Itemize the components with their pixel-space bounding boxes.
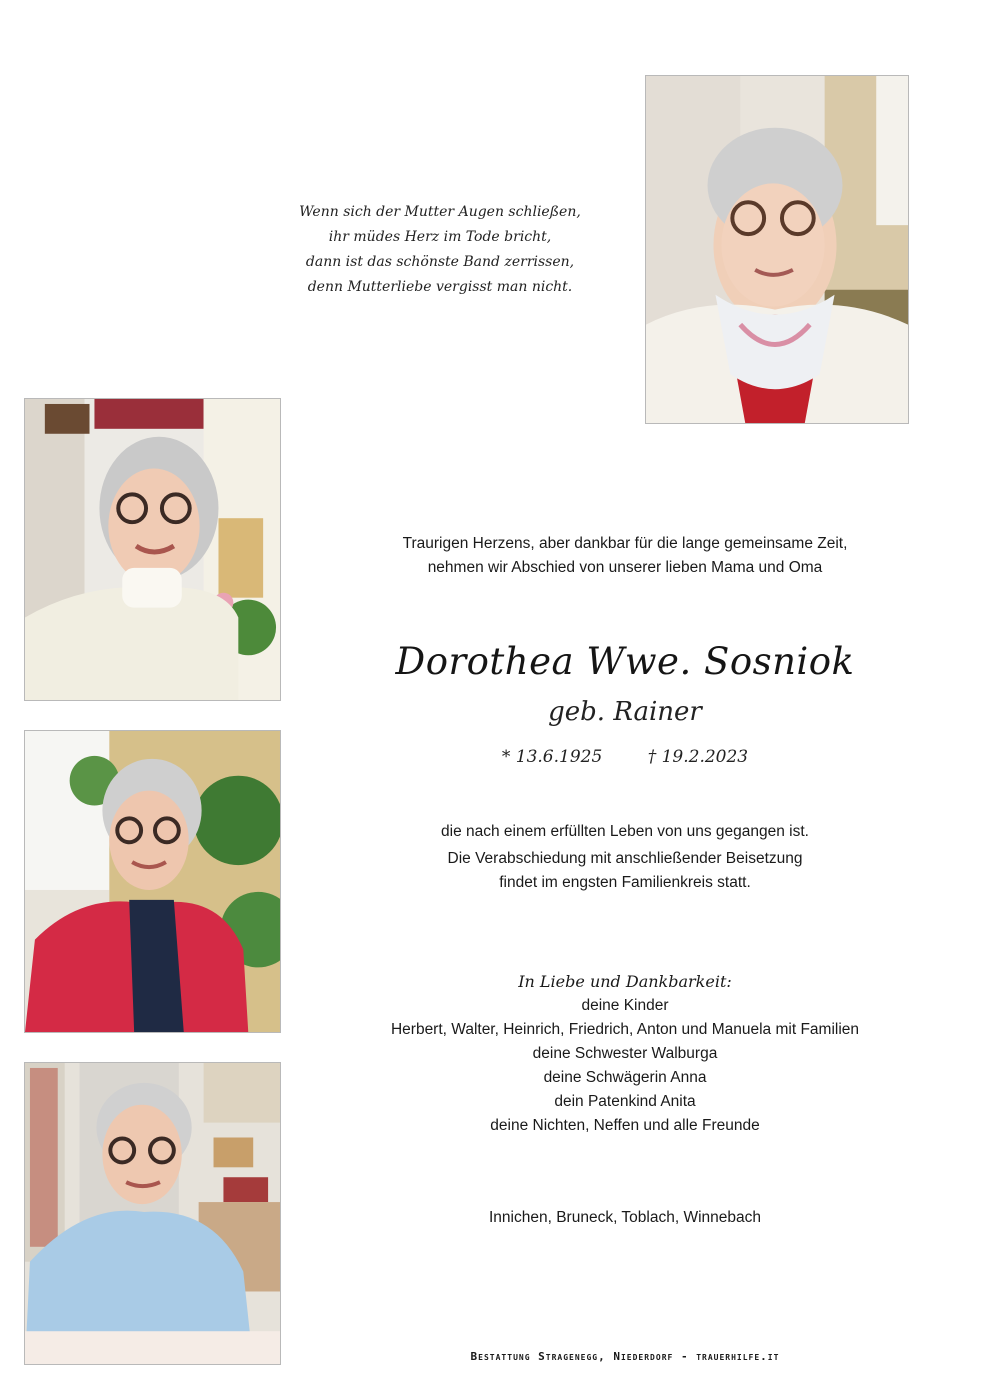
- mourner-line: deine Kinder: [581, 997, 669, 1014]
- maiden-name: geb. Rainer: [548, 697, 702, 727]
- life-dates: [340, 747, 910, 767]
- message-line-2: Die Verabschiedung mit anschließender Beisetzung: [447, 850, 803, 867]
- memorial-poem: [282, 200, 598, 300]
- mourner-line: deine Nichten, Neffen und alle Freunde: [490, 1117, 760, 1134]
- mourners-list: [340, 970, 910, 1138]
- message-line-3: findet im engsten Familienkreis statt.: [499, 874, 751, 891]
- intro-text: [340, 532, 910, 580]
- mourners-lead: In Liebe und Dankbarkeit:: [518, 972, 732, 991]
- mourner-line: Herbert, Walter, Heinrich, Friedrich, Anton und Manuela mit Familien: [390, 1021, 860, 1038]
- death-date: † 19.2.2023: [647, 747, 749, 767]
- mourner-line: dein Patenkind Anita: [554, 1093, 696, 1110]
- funeral-home-footer: Bestattung Stragenegg, Niederdorf - trauerhilfe.it: [470, 1350, 780, 1363]
- poem-line: Wenn sich der Mutter Augen schließen,: [299, 204, 581, 220]
- portrait-photo-red-jacket: [24, 730, 281, 1033]
- poem-line: ihr müdes Herz im Tode bricht,: [328, 229, 552, 245]
- intro-line: Traurigen Herzens, aber dankbar für die lange gemeinsame Zeit,: [402, 535, 848, 552]
- mourner-line: deine Schwester Walburga: [532, 1045, 718, 1062]
- intro-line: nehmen wir Abschied von unserer lieben Mama und Oma: [427, 559, 823, 576]
- portrait-photo-blue-cardigan: [24, 1062, 281, 1365]
- birth-date: * 13.6.1925: [501, 747, 603, 767]
- portrait-photo-white-cardigan: [24, 398, 281, 701]
- main-portrait-photo: [645, 75, 909, 424]
- message-line: [340, 847, 910, 895]
- funeral-message: [340, 818, 910, 895]
- places: Innichen, Bruneck, Toblach, Winnebach: [489, 1209, 761, 1226]
- poem-line: denn Mutterliebe vergisst man nicht.: [307, 279, 573, 295]
- deceased-name: Dorothea Wwe. Sosniok: [395, 640, 855, 683]
- mourner-line: deine Schwägerin Anna: [543, 1069, 707, 1086]
- poem-line: dann ist das schönste Band zerrissen,: [305, 254, 575, 270]
- message-line: die nach einem erfüllten Leben von uns gegangen ist.: [441, 823, 809, 840]
